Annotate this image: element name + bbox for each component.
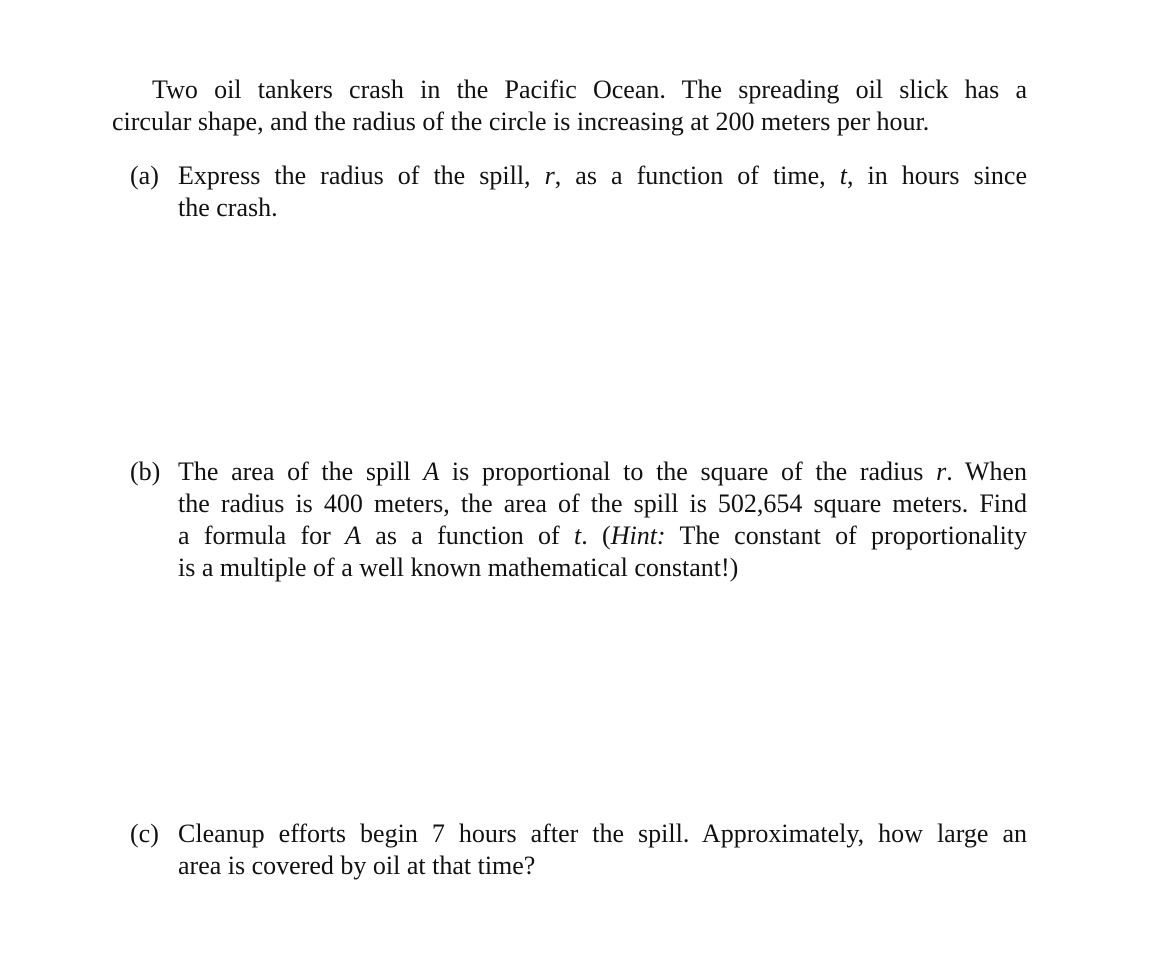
part-b-line-3 bbox=[178, 520, 1027, 552]
intro-line-2: circular shape, and the radius of the circle is increasing at 200 meters per hour. bbox=[112, 107, 930, 136]
part-b-line-4: is a multiple of a well known mathematical constant!) bbox=[178, 553, 739, 582]
part-b-text: The constant of proportionality bbox=[679, 521, 1028, 550]
part-a-text: , as a function of time, bbox=[554, 161, 826, 190]
part-a-text: Express the radius of the spill, bbox=[178, 161, 531, 190]
part-b-text: The area of the spill bbox=[178, 457, 411, 486]
part-a-line-1 bbox=[178, 160, 1027, 192]
variable-t: t bbox=[839, 161, 847, 190]
part-c-line-1: Cleanup efforts begin 7 hours after the spill. Approximately, how large an bbox=[178, 819, 1027, 848]
part-a-text: , in hours since bbox=[846, 161, 1028, 190]
part-b-line-2: the radius is 400 meters, the area of the spill is 502,654 square meters. Find bbox=[178, 489, 1027, 518]
variable-t: t bbox=[574, 521, 582, 550]
part-b-text: is proportional to the square of the radius bbox=[451, 457, 924, 486]
part-b-line-1 bbox=[178, 456, 1027, 488]
part-b-body bbox=[178, 456, 1027, 584]
part-a-body bbox=[178, 160, 1027, 224]
part-b-text: . ( bbox=[581, 521, 611, 550]
hint-label: Hint: bbox=[610, 521, 666, 550]
part-c-label: (c) bbox=[130, 819, 159, 848]
part-b-label: (b) bbox=[130, 457, 161, 486]
part-c-line-2: area is covered by oil at that time? bbox=[178, 851, 536, 880]
part-b-text: . When bbox=[946, 457, 1027, 486]
part-a-label: (a) bbox=[130, 161, 159, 190]
part-b-text: a formula for bbox=[178, 521, 331, 550]
part-a-line-2: the crash. bbox=[178, 193, 278, 222]
variable-A: A bbox=[423, 457, 440, 486]
intro-line-1: Two oil tankers crash in the Pacific Ocean. The spreading oil slick has a bbox=[152, 75, 1027, 104]
part-c-body bbox=[178, 818, 1027, 882]
part-b-text: as a function of bbox=[375, 521, 560, 550]
variable-A: A bbox=[345, 521, 361, 550]
problem-intro bbox=[112, 74, 1027, 138]
variable-r: r bbox=[544, 161, 555, 190]
variable-r: r bbox=[936, 457, 947, 486]
